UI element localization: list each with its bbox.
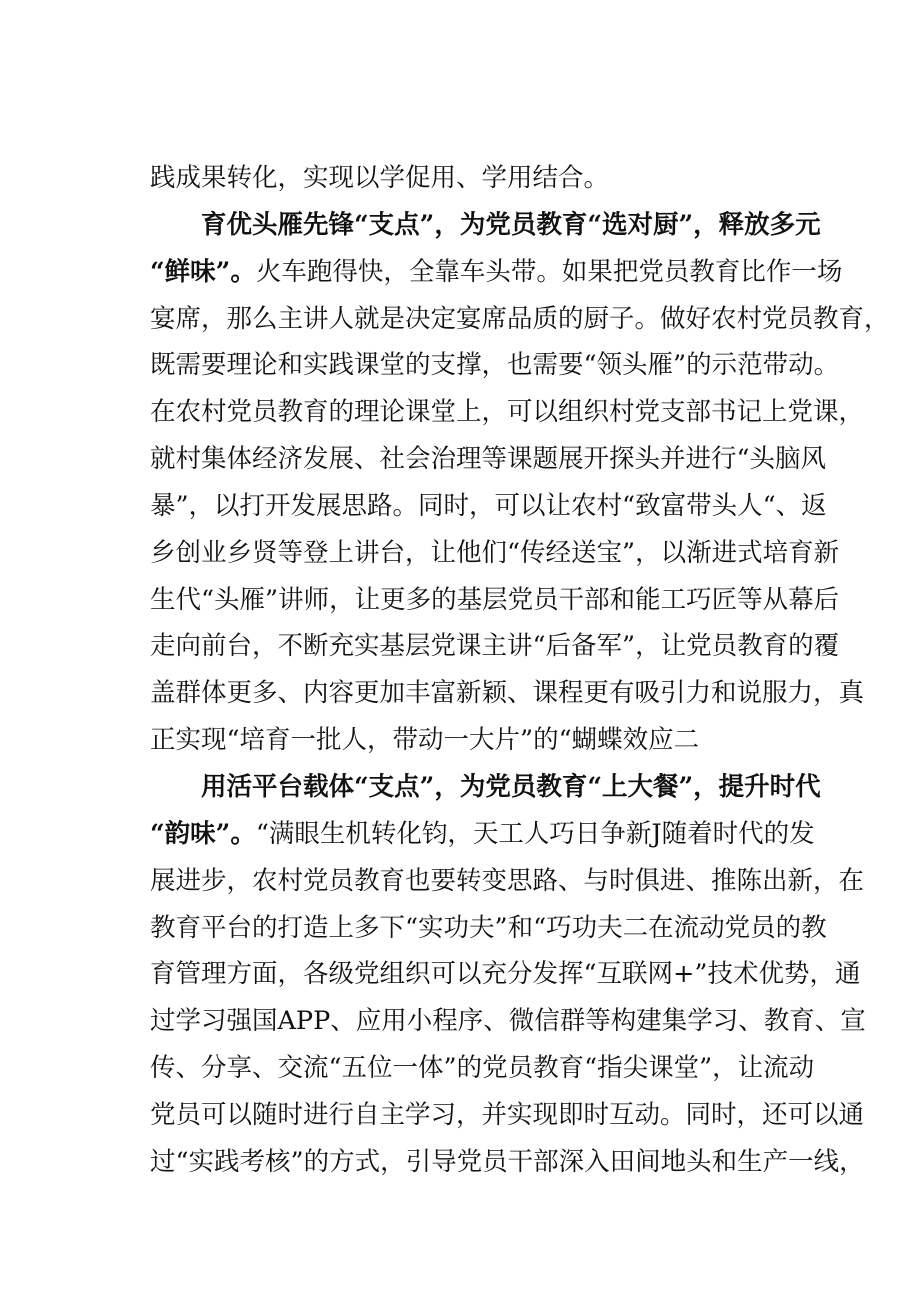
text-run: 展进步，农村党员教育也要转变思路、与时俱进、推陈出新，在	[150, 865, 865, 896]
text-run: 就村集体经济发展、社会治理等课题展开探头并进行“头脑风	[150, 444, 827, 475]
section-heading-line	[150, 202, 821, 249]
text-run: 过学习强国APP、应用小程序、微信群等构建集学习、教育、宣	[150, 1006, 866, 1037]
text-run: “满眼生机转化钧，天工人巧日争新J随着时代的发	[255, 818, 815, 849]
text-line	[150, 670, 865, 717]
heading-text: 育优头雁先锋“支点”，为党员教育“选对厨”，释放多元	[201, 209, 821, 240]
text-line	[150, 155, 815, 202]
text-line	[150, 951, 861, 998]
text-run: 既需要理论和实践课堂的支撑，也需要“领头雁”的示范带动。	[150, 350, 840, 381]
text-run: 正实现“培育一批人，带动一大片”的“蝴蝶效应二	[150, 725, 700, 756]
text-line	[150, 717, 815, 764]
text-run: 践成果转化，实现以学促用、学用结合。	[150, 163, 610, 193]
text-run: 在农村党员教育的理论课堂上，可以组织村党支部书记上党课，	[150, 397, 865, 428]
text-run: 宴席，那么主讲人就是决定宴席品质的厨子。做好农村党员教育，	[150, 303, 890, 334]
text-line	[150, 1139, 865, 1186]
text-run: 火车跑得快，全靠车头带。如果把党员教育比作一场	[255, 256, 843, 287]
text-line	[150, 905, 827, 952]
text-line	[150, 296, 890, 343]
text-line	[150, 530, 840, 577]
text-line	[150, 389, 865, 436]
text-run: 盖群体更多、内容更加丰富新颖、课程更有吸引力和说服力，真	[150, 678, 865, 709]
text-line	[150, 342, 840, 389]
text-run: 走向前台，不断充实基层党课主讲“后备军”，让党员教育的覆	[150, 631, 840, 662]
text-run: 育管理方面，各级党组织可以充分发挥“互联网+”技术优势，通	[150, 959, 861, 990]
text-line	[150, 623, 840, 670]
text-run: 暴”，以打开发展思路。同时，可以让农村“致富带头人“、返	[150, 490, 827, 521]
body-text	[150, 155, 890, 1186]
text-line	[150, 249, 843, 296]
text-run: 传、分享、交流“五位一体”的党员教育“指尖课堂”，让流动	[150, 1053, 815, 1084]
text-run: 教育平台的打造上多下“实功夫”和“巧功夫二在流动党员的教	[150, 912, 827, 943]
text-run: 生代“头雁”讲师，让更多的基层党员干部和能工巧匠等从幕后	[150, 584, 840, 615]
text-line	[150, 811, 815, 858]
text-line	[150, 1092, 865, 1139]
text-line	[150, 483, 827, 530]
text-line	[150, 577, 840, 624]
heading-text: 用活平台载体“支点”，为党员教育“上大餐”，提升时代	[201, 771, 821, 802]
text-run: 过“实践考核”的方式，引导党员干部深入田间地头和生产一线，	[150, 1146, 865, 1177]
text-run: 党员可以随时进行自主学习，并实现即时互动。同时，还可以通	[150, 1099, 865, 1130]
text-line	[150, 858, 865, 905]
section-heading-line	[150, 764, 821, 811]
text-line	[150, 1045, 815, 1092]
heading-text: “鲜味”。	[150, 256, 256, 287]
text-run: 乡创业乡贤等登上讲台，让他们“传经送宝”，以渐进式培育新	[150, 537, 840, 568]
text-line	[150, 436, 827, 483]
text-line	[150, 998, 866, 1045]
heading-text: “韵味”。	[150, 818, 256, 849]
